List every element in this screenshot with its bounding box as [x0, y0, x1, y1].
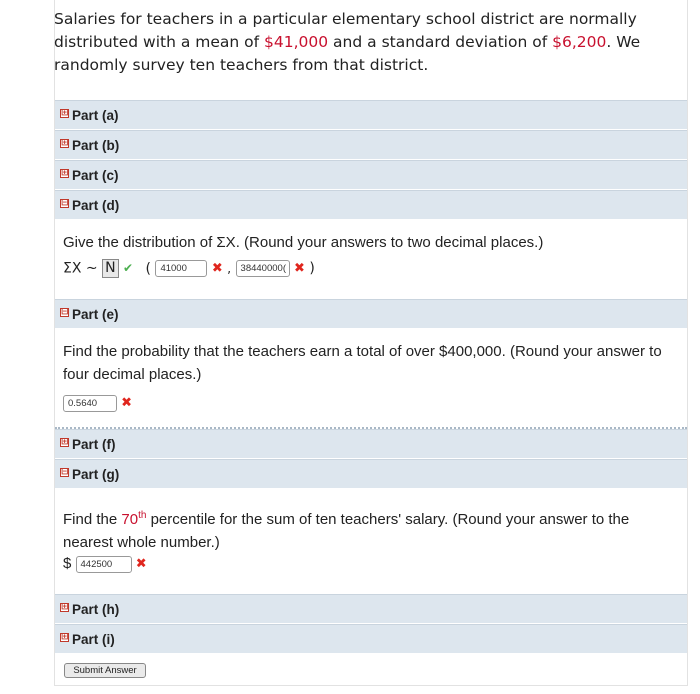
collapse-icon[interactable]: ⊟: [61, 307, 69, 317]
part-d-question: Give the distribution of ΣX. (Round your answers to two decimal places.): [63, 234, 544, 251]
question-text: percentile for the sum of ten teachers' salary. (Round your answer to the nearest whole number.): [63, 511, 630, 551]
percentile-value: 70: [121, 511, 139, 528]
expand-icon[interactable]: ⊞: [61, 168, 69, 178]
expand-icon[interactable]: ⊞: [61, 138, 69, 148]
intro-text: and a standard deviation of: [328, 33, 553, 51]
part-f-header[interactable]: [55, 429, 687, 458]
distribution-select[interactable]: N: [102, 259, 118, 278]
part-label: Part (e): [72, 307, 119, 322]
part-e-header[interactable]: [55, 299, 687, 328]
part-g-question: [63, 504, 678, 554]
problem-statement: [54, 8, 674, 77]
part-g-answer-row: [63, 552, 678, 576]
part-a-header[interactable]: [55, 100, 687, 129]
part-label: Part (c): [72, 168, 119, 183]
submit-answer-button[interactable]: Submit Answer: [64, 663, 146, 678]
sum-x-label: ΣX ~: [63, 260, 98, 277]
percentile-input[interactable]: 442500: [76, 556, 132, 573]
sd-value: $6,200: [552, 33, 607, 51]
ordinal-suffix: th: [138, 510, 147, 521]
part-c-header[interactable]: [55, 160, 687, 189]
expand-icon[interactable]: ⊞: [61, 108, 69, 118]
part-d-header[interactable]: [55, 190, 687, 219]
part-b-header[interactable]: [55, 130, 687, 159]
part-label: Part (a): [72, 108, 119, 123]
part-label: Part (d): [72, 198, 120, 213]
part-h-header[interactable]: [55, 594, 687, 623]
mean-input[interactable]: 41000: [155, 260, 207, 277]
dollar-sign: $: [63, 555, 72, 572]
collapse-icon[interactable]: ⊟: [61, 198, 69, 208]
variance-input[interactable]: 38440000(: [236, 260, 290, 277]
part-label: Part (b): [72, 138, 120, 153]
part-i-header[interactable]: [55, 624, 687, 653]
part-d-answer-row: [63, 257, 678, 281]
close-paren: ): [309, 260, 315, 277]
part-label: Part (f): [72, 437, 116, 452]
correct-check-icon: ✔: [123, 261, 134, 275]
open-paren: (: [145, 260, 151, 277]
wrong-x-icon: ✖: [135, 556, 147, 572]
question-text: Find the: [63, 511, 122, 528]
expand-icon[interactable]: ⊞: [61, 632, 69, 642]
part-g-header[interactable]: [55, 459, 687, 488]
part-label: Part (i): [72, 632, 115, 647]
mean-value: $41,000: [264, 33, 329, 51]
expand-icon[interactable]: ⊞: [61, 602, 69, 612]
wrong-x-icon: ✖: [211, 261, 223, 276]
intro-text: . We randomly survey ten teachers from that district.: [54, 33, 641, 74]
wrong-x-icon: ✖: [294, 261, 305, 276]
wrong-x-icon: ✖: [121, 395, 133, 411]
part-e-answer-row: [63, 391, 678, 415]
part-e-question: Find the probability that the teachers earn a total of over $400,000. (Round your answer to four decimal places.): [63, 343, 662, 383]
part-label: Part (g): [72, 467, 120, 482]
expand-icon[interactable]: ⊞: [61, 437, 69, 447]
intro-text: Salaries for teachers in a particular elementary school district are normally distributed with a mean of: [54, 10, 637, 51]
collapse-icon[interactable]: ⊟: [61, 467, 69, 477]
probability-input[interactable]: 0.5640: [63, 395, 117, 412]
part-label: Part (h): [72, 602, 120, 617]
comma: ,: [227, 261, 232, 276]
